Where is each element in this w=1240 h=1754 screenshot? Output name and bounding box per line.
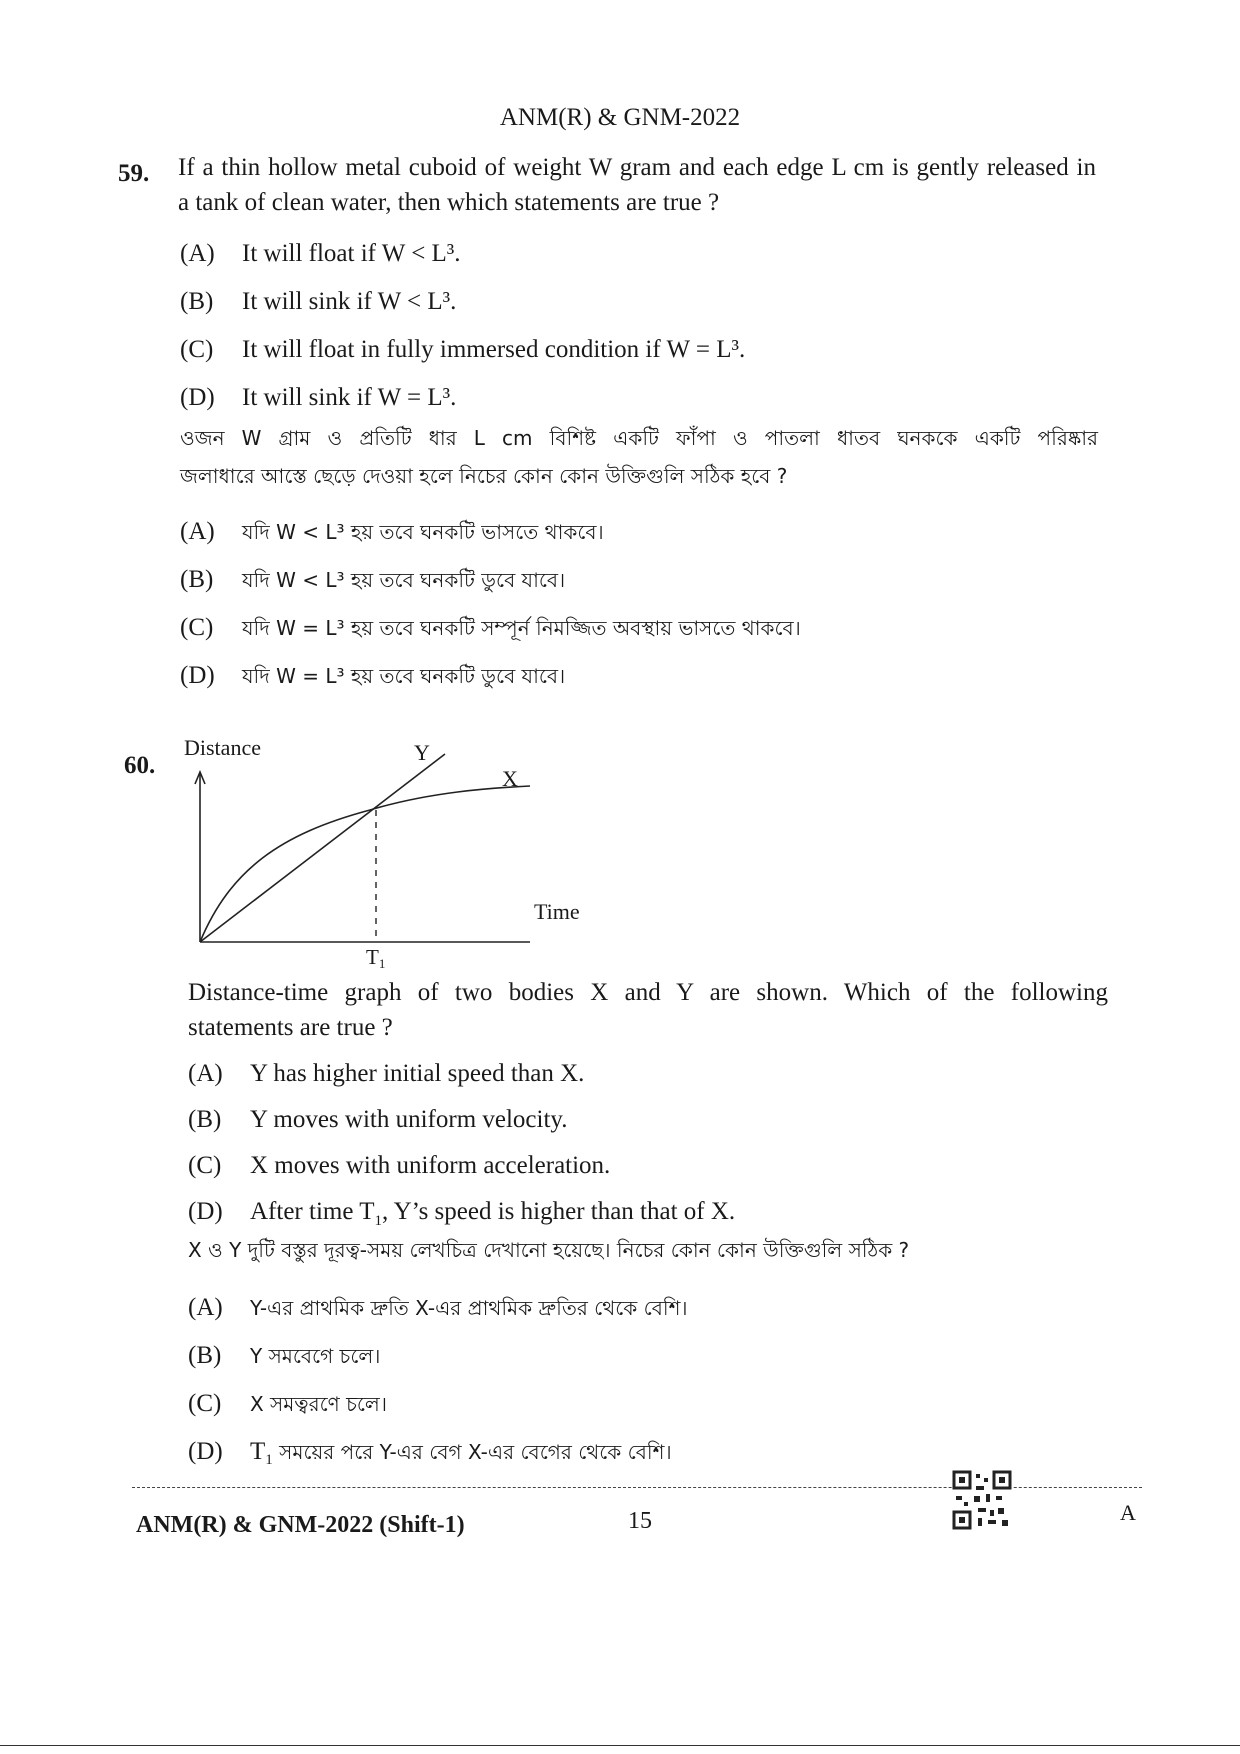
- q60-option-bn-d: [188, 1438, 672, 1471]
- q59-option-bn-a: [180, 518, 604, 551]
- option-label: (A): [188, 1294, 223, 1321]
- option-label: (A): [188, 1060, 223, 1087]
- option-label: (B): [188, 1106, 222, 1133]
- q59-option-bn-c: [180, 614, 801, 647]
- q60-stem-en-line2: statements are true ?: [188, 1014, 393, 1041]
- option-label: (B): [180, 288, 214, 315]
- option-label: (B): [188, 1342, 222, 1369]
- q60-stem-en-line1: Distance-time graph of two bodies X and Y are shown. Which of the following: [188, 979, 1108, 1006]
- subscript-1: 1: [265, 1452, 273, 1468]
- option-label: (D): [188, 1198, 223, 1225]
- q60-option-en-c: [188, 1152, 610, 1180]
- footer-set-code: A: [1120, 1500, 1136, 1525]
- option-text: Y-এর প্রাথমিক দ্রুতি X-এর প্রাথমিক দ্রুতির থেকে বেশি।: [250, 1296, 688, 1320]
- option-text-pre: After time T: [250, 1198, 375, 1225]
- option-text: যদি W = L³ হয় তবে ঘনকটি ডুবে যাবে।: [242, 664, 566, 688]
- bottom-edge-rule: [0, 1745, 1240, 1746]
- option-label: (B): [180, 566, 214, 593]
- option-label: (C): [188, 1152, 222, 1179]
- q59-stem-en-line1: If a thin hollow metal cuboid of weight W gram and each edge L cm is gently released in: [178, 154, 1096, 181]
- option-label: (D): [188, 1438, 223, 1465]
- q59-option-bn-b: [180, 566, 565, 599]
- q59-stem-en-line2: a tank of clean water, then which statements are true ?: [178, 189, 720, 216]
- q59-option-en-b: [180, 288, 456, 316]
- option-label: (D): [180, 384, 215, 411]
- subscript-1: 1: [374, 1213, 382, 1229]
- option-label: (A): [180, 240, 215, 267]
- option-text: It will sink if W < L³.: [242, 288, 457, 315]
- t1-label: T1: [366, 945, 386, 970]
- q59-option-en-a: [180, 240, 461, 268]
- q60-option-bn-b: [188, 1342, 380, 1375]
- curve-x: [200, 786, 530, 942]
- option-text: X moves with uniform acceleration.: [250, 1152, 611, 1179]
- q59-option-en-d: [180, 384, 456, 412]
- q59-stem-bn-line2: জলাধারে আস্তে ছেড়ে দেওয়া হলে নিচের কোন কোন উক্তিগুলি সঠিক হবে ?: [180, 464, 788, 488]
- q60-option-en-a: [188, 1060, 584, 1088]
- option-text: যদি W < L³ হয় তবে ঘনকটি ডুবে যাবে।: [242, 568, 566, 592]
- line-y: [200, 754, 445, 942]
- option-label: (A): [180, 518, 215, 545]
- option-label: (D): [180, 662, 215, 689]
- q59-stem-bn-line1: ওজন W গ্রাম ও প্রতিটি ধার L cm বিশিষ্ট একটি ফাঁপা ও পাতলা ধাতব ঘনককে একটি পরিষ্কার: [180, 426, 1098, 450]
- option-text: যদি W < L³ হয় তবে ঘনকটি ভাসতে থাকবে।: [242, 520, 604, 544]
- option-text: Y has higher initial speed than X.: [250, 1060, 585, 1087]
- option-text: Y moves with uniform velocity.: [250, 1106, 568, 1133]
- curve-y-label: Y: [414, 740, 430, 765]
- distance-time-graph: [170, 730, 610, 970]
- question-59-number: 59.: [118, 160, 150, 187]
- option-text: It will sink if W = L³.: [242, 384, 457, 411]
- q60-stem-bn: X ও Y দুটি বস্তুর দূরত্ব-সময় লেখচিত্র দেখানো হয়েছে। নিচের কোন কোন উক্তিগুলি সঠিক ?: [188, 1238, 910, 1262]
- option-text-post: সময়ের পরে Y-এর বেগ X-এর বেগের থেকে বেশি।: [272, 1440, 672, 1464]
- q59-option-bn-d: [180, 662, 565, 695]
- option-text: X সমত্বরণে চলে।: [250, 1392, 387, 1416]
- q60-option-en-b: [188, 1106, 568, 1134]
- footer-exam-title: ANM(R) & GNM-2022 (Shift-1): [136, 1512, 465, 1538]
- x-axis-label: Time: [534, 899, 580, 924]
- curve-x-label: X: [502, 766, 518, 791]
- option-label: (C): [188, 1390, 222, 1417]
- page-header: ANM(R) & GNM-2022: [499, 104, 741, 131]
- q60-option-en-d: [188, 1198, 735, 1230]
- option-text: It will float if W < L³.: [242, 240, 461, 267]
- option-label: (C): [180, 614, 214, 641]
- option-text-pre: T: [250, 1438, 266, 1465]
- option-text-post: , Y’s speed is higher than that of X.: [382, 1198, 736, 1225]
- footer-page-number: 15: [628, 1508, 652, 1534]
- option-text: Y সমবেগে চলে।: [250, 1344, 381, 1368]
- option-text: It will float in fully immersed condition if W = L³.: [242, 336, 746, 363]
- q59-option-en-c: [180, 336, 745, 364]
- question-60-number: 60.: [124, 752, 156, 779]
- y-axis-label: Distance: [184, 735, 261, 760]
- option-text: যদি W = L³ হয় তবে ঘনকটি সম্পূর্ন নিমজ্জিত অবস্থায় ভাসতে থাকবে।: [242, 616, 801, 640]
- qr-code: [952, 1470, 1012, 1530]
- option-label: (C): [180, 336, 214, 363]
- q60-option-bn-c: [188, 1390, 387, 1423]
- q60-option-bn-a: [188, 1294, 688, 1327]
